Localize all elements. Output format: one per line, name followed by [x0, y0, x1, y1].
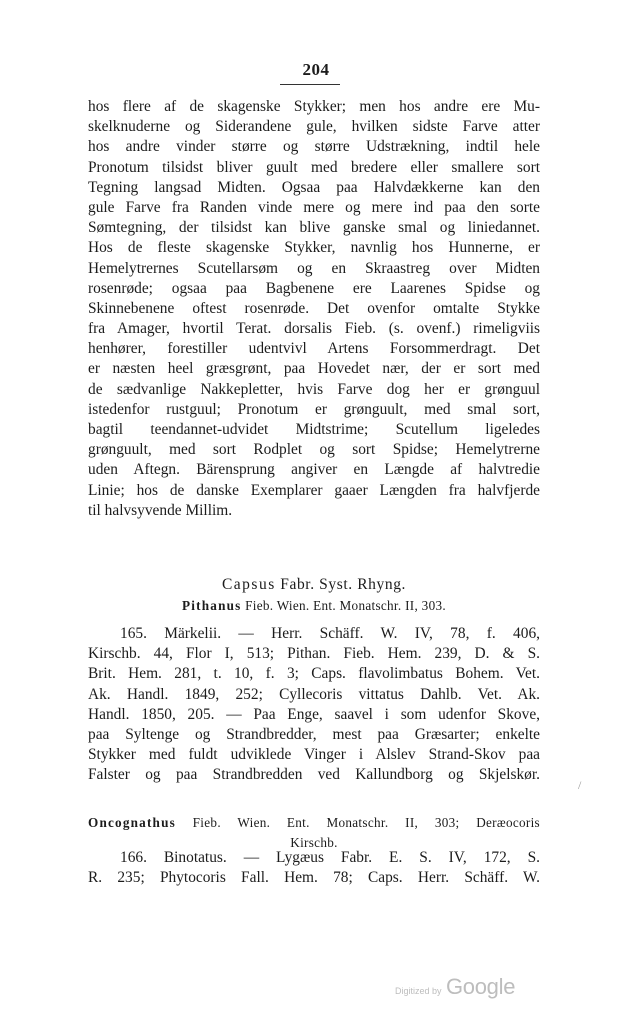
paragraph-line: hos andre vinder større og større Udstrækning, indtil hele [88, 138, 540, 156]
paragraph-line: Sømtegning, der tilsidst kan blive ganske smal og liniedannet. [88, 219, 540, 237]
paragraph-line: skelknuderne og Siderandene gule, hvilken sidste Farve atter [88, 118, 540, 136]
genus-authority: Fabr. Syst. Rhyng. [275, 576, 407, 593]
stray-mark: / [578, 778, 582, 792]
paragraph-line: gule Farve fra Randen vinde mere og mere ind paa den sorte [88, 198, 540, 216]
genus-heading [88, 576, 540, 594]
paragraph-line: grønguult, med sort Rodplet og sort Spidse; Hemelytrerne [88, 441, 540, 459]
species-line: Kirschb. 44, Flor I, 513; Pithan. Fieb. Hem. 239, D. & S. [88, 645, 540, 663]
species-entry-165 [88, 624, 540, 786]
paragraph-line: Hemelytrernes Scutellarsøm og en Skraastreg over Midten [88, 259, 540, 277]
species-line: Stykker med fuldt udviklede Vinger i Alslev Strand-Skov paa [88, 746, 540, 764]
genus-synonym-citation: Fieb. Wien. Ent. Monatschr. II, 303. [241, 598, 446, 613]
paragraph-line: Tegning langsad Midten. Ogsaa paa Halvdækkerne kan den [88, 178, 540, 196]
species-line: 165. Märkelii. — Herr. Schäff. W. IV, 78, f. 406, [120, 625, 540, 642]
paragraph-line: rosenrøde; ogsaa paa Bagbenene ere Laarenes Spidse og [88, 279, 540, 297]
genus-synonym: Pithanus [182, 598, 242, 613]
paragraph-line: til halvsyvende Millim. [88, 501, 233, 519]
paragraph [88, 97, 540, 521]
species-line: R. 235; Phytocoris Fall. Hem. 78; Caps. Herr. Schäff. W. [88, 869, 540, 887]
page-number-rule [280, 84, 340, 85]
genus-name: Capsus [221, 576, 276, 593]
species-line: Ak. Handl. 1849, 252; Cyllecoris vittatus Dahlb. Vet. Ak. [88, 685, 540, 703]
paragraph-line: Hos de fleste skagenske Stykker, navnlig hos Hunnerne, er [88, 239, 540, 257]
paragraph-line: henhører, forestiller udentvivl Artens Forsommerdragt. Det [88, 340, 540, 358]
paragraph-line: de sædvanlige Nakkepletter, hvis Farve dog her er grønguul [88, 380, 540, 398]
species-line: Falster og paa Strandbredden ved Kallundborg og Skjelskør. [88, 766, 540, 784]
paragraph-line: istedenfor rustguul; Pronotum er grønguult, med smal sort, [88, 400, 540, 418]
species-line: 166. Binotatus. — Lygæus Fabr. E. S. IV, 172, S. [120, 849, 540, 866]
species-line: paa Syltenge og Strandbredder, mest paa Græsarter; enkelte [88, 725, 540, 743]
digitized-watermark [395, 974, 515, 1000]
paragraph-line: uden Aftegn. Bärensprung angiver en Længde af halvtredie [88, 461, 540, 479]
paragraph-line: Linie; hos de danske Exemplarer gaaer Længden fra halvfjerde [88, 481, 540, 499]
genus-reference [88, 598, 540, 614]
species-line: Brit. Hem. 281, t. 10, f. 3; Caps. flavolimbatus Bohem. Vet. [88, 665, 540, 683]
genus-reference-line: Kirschb. [290, 835, 338, 851]
species-line: Handl. 1850, 205. — Paa Enge, saavel i som udenfor Skove, [88, 705, 540, 723]
page-number: 204 [302, 60, 330, 79]
google-logo: Google [445, 974, 516, 999]
paragraph-line: Pronotum tilsidst bliver guult med bredere eller smallere sort [88, 158, 540, 176]
paragraph-line: er næsten heel græsgrønt, paa Hovedet nær, der er sort med [88, 360, 540, 378]
genus-synonym-citation: Fieb. Wien. Ent. Monatschr. II, 303; Deræocoris [175, 815, 540, 830]
species-entry-166 [88, 848, 540, 888]
genus-synonym: Oncognathus [88, 815, 176, 830]
watermark-prefix: Digitized by [395, 986, 442, 996]
paragraph-line: bagtil teendannet-udvidet Midtstrime; Scutellum ligeledes [88, 421, 540, 438]
genus-reference-line [88, 813, 540, 833]
paragraph-line: fra Amager, hvortil Terat. dorsalis Fieb. (s. ovenf.) rimeligviis [88, 320, 540, 338]
paragraph-line: hos flere af de skagenske Stykker; men hos andre ere Mu- [88, 98, 540, 115]
paragraph-line: Skinnebenene oftest rosenrøde. Det ovenfor omtalte Stykke [88, 299, 540, 317]
